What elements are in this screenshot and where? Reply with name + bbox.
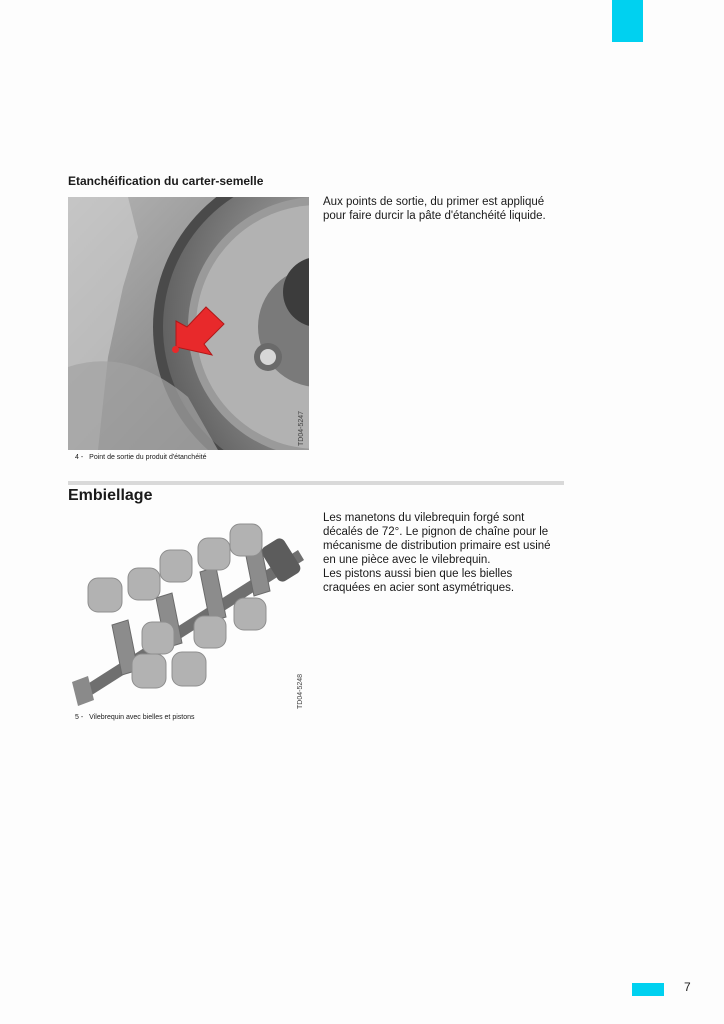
crankshaft-illustration (68, 510, 309, 710)
figure-code: TD04-5247 (298, 410, 305, 446)
figure-code: TD04-5248 (297, 673, 304, 709)
sealant-exit-point (172, 346, 179, 353)
figure-caption (75, 454, 206, 461)
section-divider (68, 481, 564, 485)
paragraph-line: mécanisme de distribution primaire est usiné (323, 540, 551, 552)
section-title-sealing: Etanchéification du carter-semelle (68, 174, 264, 188)
paragraph-sealing (323, 195, 563, 223)
section-title-crankshaft: Embiellage (68, 487, 153, 504)
paragraph-line: Aux points de sortie, du primer est appliqué (323, 196, 545, 208)
paragraph-line: Les manetons du vilebrequin forgé sont (323, 512, 525, 524)
paragraph-line: Les pistons aussi bien que les bielles (323, 568, 513, 580)
caption-number: 4 - (75, 454, 84, 461)
chapter-tab-bottom (632, 983, 664, 996)
paragraph-line: craquées en acier sont asymétriques. (323, 582, 515, 594)
caption-number: 5 - (75, 714, 84, 721)
paragraph-crankshaft (323, 511, 568, 595)
sealing-photo (68, 197, 309, 450)
caption-text: Vilebrequin avec bielles et pistons (89, 714, 195, 721)
caption-text: Point de sortie du produit d'étanchéité (89, 454, 207, 461)
page-number: 7 (684, 980, 691, 994)
paragraph-line: décalés de 72°. Le pignon de chaîne pour le (323, 526, 549, 538)
chapter-tab-top (612, 0, 643, 42)
paragraph-line: en une pièce avec le vilebrequin. (323, 554, 491, 566)
figure-caption (75, 714, 195, 721)
paragraph-line: pour faire durcir la pâte d'étanchéité liquide. (323, 210, 546, 222)
